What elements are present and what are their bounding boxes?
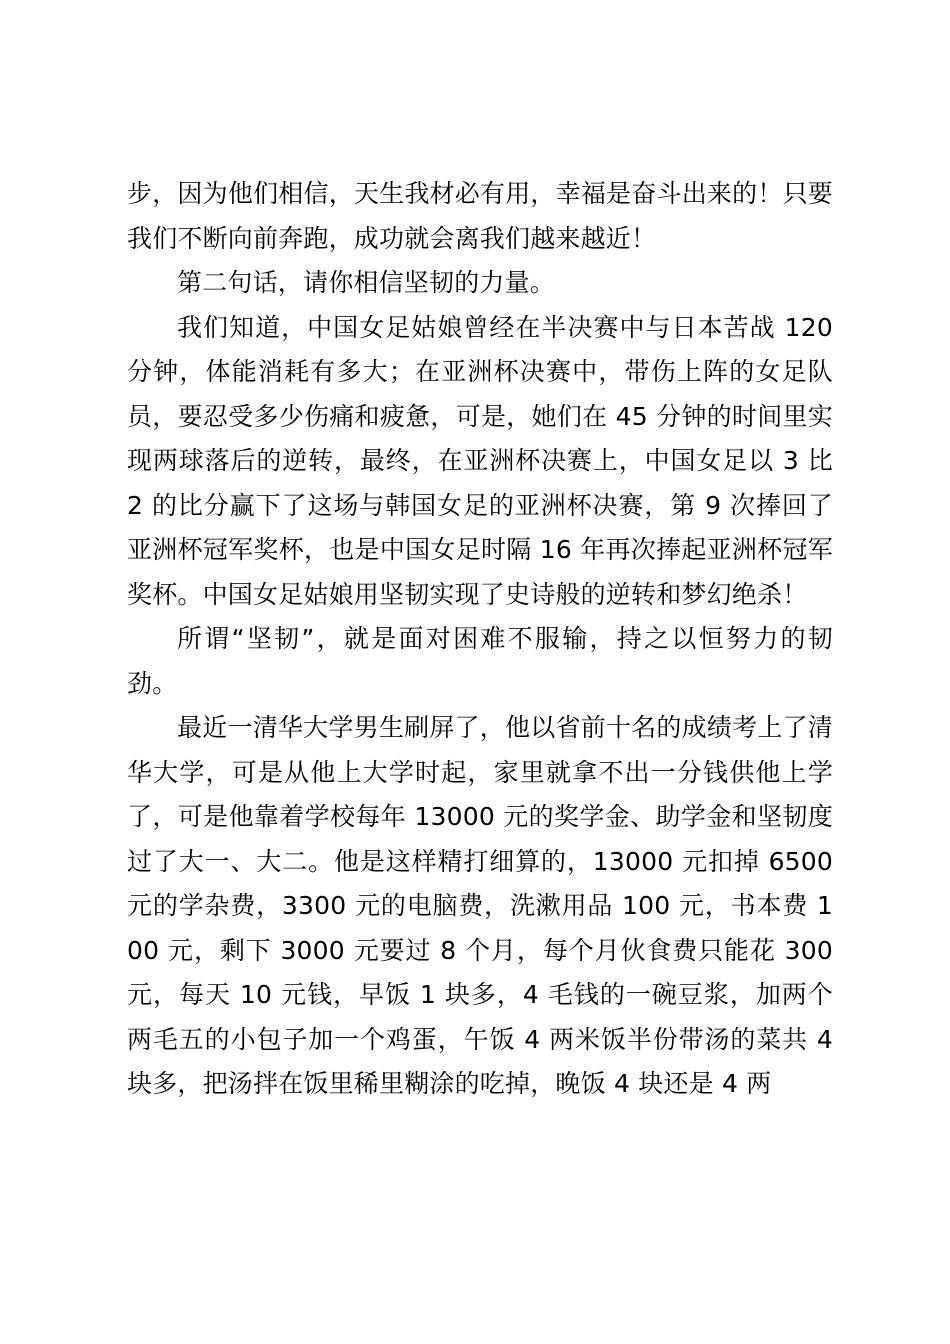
paragraph-definition: 所谓“坚韧”，就是面对困难不服输，持之以恒努力的韧劲。 xyxy=(127,624,833,698)
paragraph-womens-football: 我们知道，中国女足姑娘曾经在半决赛中与日本苦战 120 分钟，体能消耗有多大；在亚洲杯决赛中，带伤上阵的女足队员，要忍受多少伤痛和疲惫，可是，她们在 45 分钟的时间里实现两球落后的逆转，最终，在亚洲杯决赛上，中国女足以 3 比 2 的比分赢下了这场与韩国女足的亚洲杯决赛，第 9 次捧回了亚洲杯冠军奖杯，也是中国女足时隔 16 年再次捧起亚洲杯冠军奖杯。中国女足姑娘用坚韧实现了史诗般的逆转和梦幻绝杀！ xyxy=(127,312,833,609)
paragraph-tsinghua-student: 最近一清华大学男生刷屏了，他以省前十名的成绩考上了清华大学，可是从他上大学时起，家里就拿不出一分钱供他上学了，可是他靠着学校每年 13000 元的奖学金、助学金和坚韧度过了大一、大二。他是这样精打细算的，13000 元扣掉 6500 元的学杂费，3300 元的电脑费，洗漱用品 100 元，书本费 100 元，剩下 3000 元要过 8 个月，每个月伙食费只能花 300 元，每天 10 元钱，早饭 1 块多，4 毛钱的一碗豆浆，加两个两毛五的小包子加一个鸡蛋，午饭 4 两米饭半份带汤的菜共 4 块多，把汤拌在饭里稀里糊涂的吃掉，晚饭 4 块还是 4 两 xyxy=(127,713,833,1098)
document-body xyxy=(127,172,833,1107)
paragraph-second-point: 第二句话，请你相信坚韧的力量。 xyxy=(177,268,556,297)
paragraph-continuation: 步，因为他们相信，天生我材必有用，幸福是奋斗出来的！只要我们不断向前奔跑，成功就会离我们越来越近！ xyxy=(127,179,833,253)
